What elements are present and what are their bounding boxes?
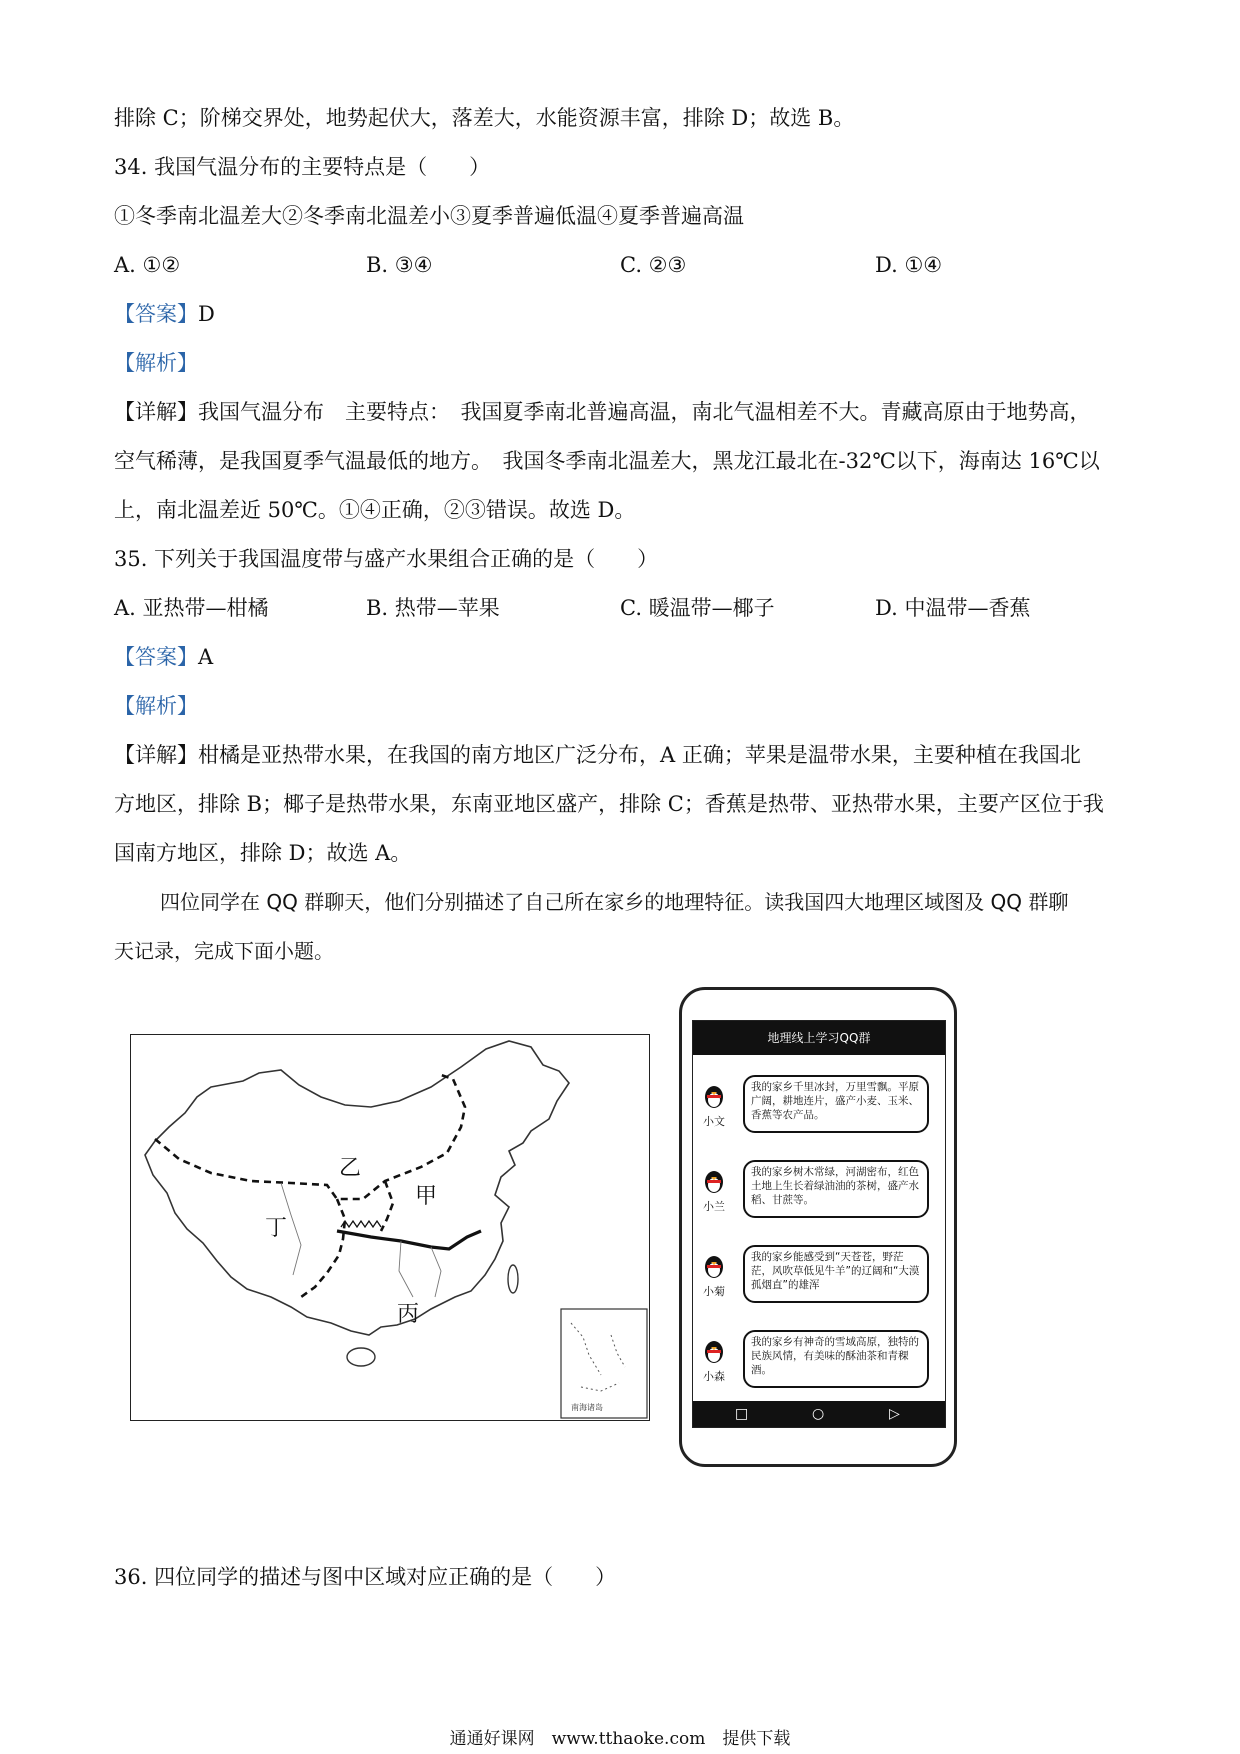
option-c: C. 暖温带—椰子 xyxy=(620,596,775,620)
chat-username: 小森 xyxy=(703,1370,725,1383)
passage-line-1: 四位同学在 QQ 群聊天，他们分别描述了自己所在家乡的地理特征。读我国四大地理区域图及 QQ 群聊 xyxy=(160,890,1069,914)
china-outline xyxy=(145,1041,569,1335)
question-35: 35. 下列关于我国温度带与盛产水果组合正确的是（ ） xyxy=(114,547,659,571)
detail-text: 我国气温分布 主要特点： 我国夏季南北普遍高温，南北气温相差不大。青藏高原由于地势高， xyxy=(198,400,1091,424)
recent-apps-icon: □ xyxy=(735,1406,749,1422)
region-jia-label: 甲 xyxy=(415,1184,438,1209)
phone-screen xyxy=(692,1020,946,1428)
option-a: A. ①② xyxy=(114,253,181,277)
hainan-island xyxy=(347,1348,375,1366)
phone-frame xyxy=(679,987,957,1467)
text-line: 排除 C；阶梯交界处，地势起伏大，落差大，水能资源丰富，排除 D；故选 B。 xyxy=(114,106,855,130)
detail-tag: 【详解】 xyxy=(114,743,198,767)
option-d: D. ①④ xyxy=(875,253,943,277)
option-b: B. ③④ xyxy=(366,253,433,277)
detail-35-line-3: 国南方地区，排除 D；故选 A。 xyxy=(114,841,412,865)
inset-label: 南海诸岛 xyxy=(571,1403,603,1412)
option-a: A. 亚热带—柑橘 xyxy=(114,596,269,620)
region-ding-label: 丁 xyxy=(265,1216,288,1241)
china-regions-map xyxy=(130,1034,650,1421)
boundary-north-china xyxy=(381,1181,393,1231)
detail-34-line-3: 上，南北温差近 50℃。①④正确，②③错误。故选 D。 xyxy=(114,498,636,522)
detail-text: 柑橘是亚热带水果，在我国的南方地区广泛分布，A 正确；苹果是温带水果，主要种植在我国北 xyxy=(198,743,1081,767)
taiwan-island xyxy=(508,1265,518,1293)
analysis-tag-35: 【解析】 xyxy=(114,694,198,718)
analysis-tag-34: 【解析】 xyxy=(114,351,198,375)
question-34-statements: ①冬季南北温差大②冬季南北温差小③夏季普遍低温④夏季普遍高温 xyxy=(114,204,744,228)
region-yi-label: 乙 xyxy=(339,1156,362,1181)
chat-message xyxy=(693,1243,945,1313)
home-icon: ○ xyxy=(812,1406,825,1422)
answer-34 xyxy=(114,299,215,329)
option-c: C. ②③ xyxy=(620,253,687,277)
chat-bubble: 我的家乡千里冰封，万里雪飘。平原广阔，耕地连片，盛产小麦、玉米、香蕉等农产品。 xyxy=(743,1075,929,1133)
chat-message xyxy=(693,1073,945,1143)
answer-value: A xyxy=(198,645,214,669)
chat-bubble: 我的家乡能感受到“天苍苍，野茫茫，风吹草低见牛羊”的辽阔和“大漠孤烟直”的雄浑 xyxy=(743,1245,929,1303)
detail-34-line-1 xyxy=(114,397,1091,427)
chat-bubble: 我的家乡树木常绿，河湖密布，红色土地上生长着绿油油的茶树，盛产水稻、甘蔗等。 xyxy=(743,1160,929,1218)
qq-group-title: 地理线上学习QQ群 xyxy=(693,1021,945,1055)
region-bing-label: 丙 xyxy=(397,1302,420,1327)
detail-35-line-1 xyxy=(114,740,1081,770)
page-footer: 通通好课网 www.tthaoke.com 提供下载 xyxy=(449,1729,791,1749)
chat-message xyxy=(693,1328,945,1398)
back-icon: ▷ xyxy=(889,1406,900,1422)
penguin-avatar-icon xyxy=(703,1253,725,1279)
penguin-avatar-icon xyxy=(703,1083,725,1109)
passage-line-2: 天记录，完成下面小题。 xyxy=(114,939,334,963)
chat-bubble: 我的家乡有神奇的雪域高原，独特的民族风情，有美味的酥油茶和青稞酒。 xyxy=(743,1330,929,1388)
detail-34-line-2: 空气稀薄，是我国夏季气温最低的地方。 我国冬季南北温差大，黑龙江最北在-32℃以下，海南达 16℃以 xyxy=(114,449,1100,473)
penguin-avatar-icon xyxy=(703,1168,725,1194)
answer-value: D xyxy=(198,302,215,326)
boundary-tibet xyxy=(301,1199,345,1297)
chat-username: 小兰 xyxy=(703,1200,725,1213)
map-drawing xyxy=(131,1035,649,1420)
qinling-mountain-marks xyxy=(341,1221,381,1227)
detail-tag: 【详解】 xyxy=(114,400,198,424)
chat-username: 小菊 xyxy=(703,1285,725,1298)
south-china-sea-inset xyxy=(561,1309,647,1418)
chat-username: 小文 xyxy=(703,1115,725,1128)
phone-nav-bar xyxy=(693,1401,945,1427)
penguin-avatar-icon xyxy=(703,1338,725,1364)
question-36: 36. 四位同学的描述与图中区域对应正确的是（ ） xyxy=(114,1565,617,1589)
question-34: 34. 我国气温分布的主要特点是（ ） xyxy=(114,155,491,179)
chat-message xyxy=(693,1158,945,1228)
answer-35 xyxy=(114,642,213,672)
answer-tag: 【答案】 xyxy=(114,645,198,669)
qinling-huaihe-line xyxy=(337,1231,481,1249)
option-b: B. 热带—苹果 xyxy=(366,596,500,620)
option-d: D. 中温带—香蕉 xyxy=(875,596,1031,620)
answer-tag: 【答案】 xyxy=(114,302,198,326)
detail-35-line-2: 方地区，排除 B；椰子是热带水果，东南亚地区盛产，排除 C；香蕉是热带、亚热带水果，主要产区位于我 xyxy=(114,792,1104,816)
